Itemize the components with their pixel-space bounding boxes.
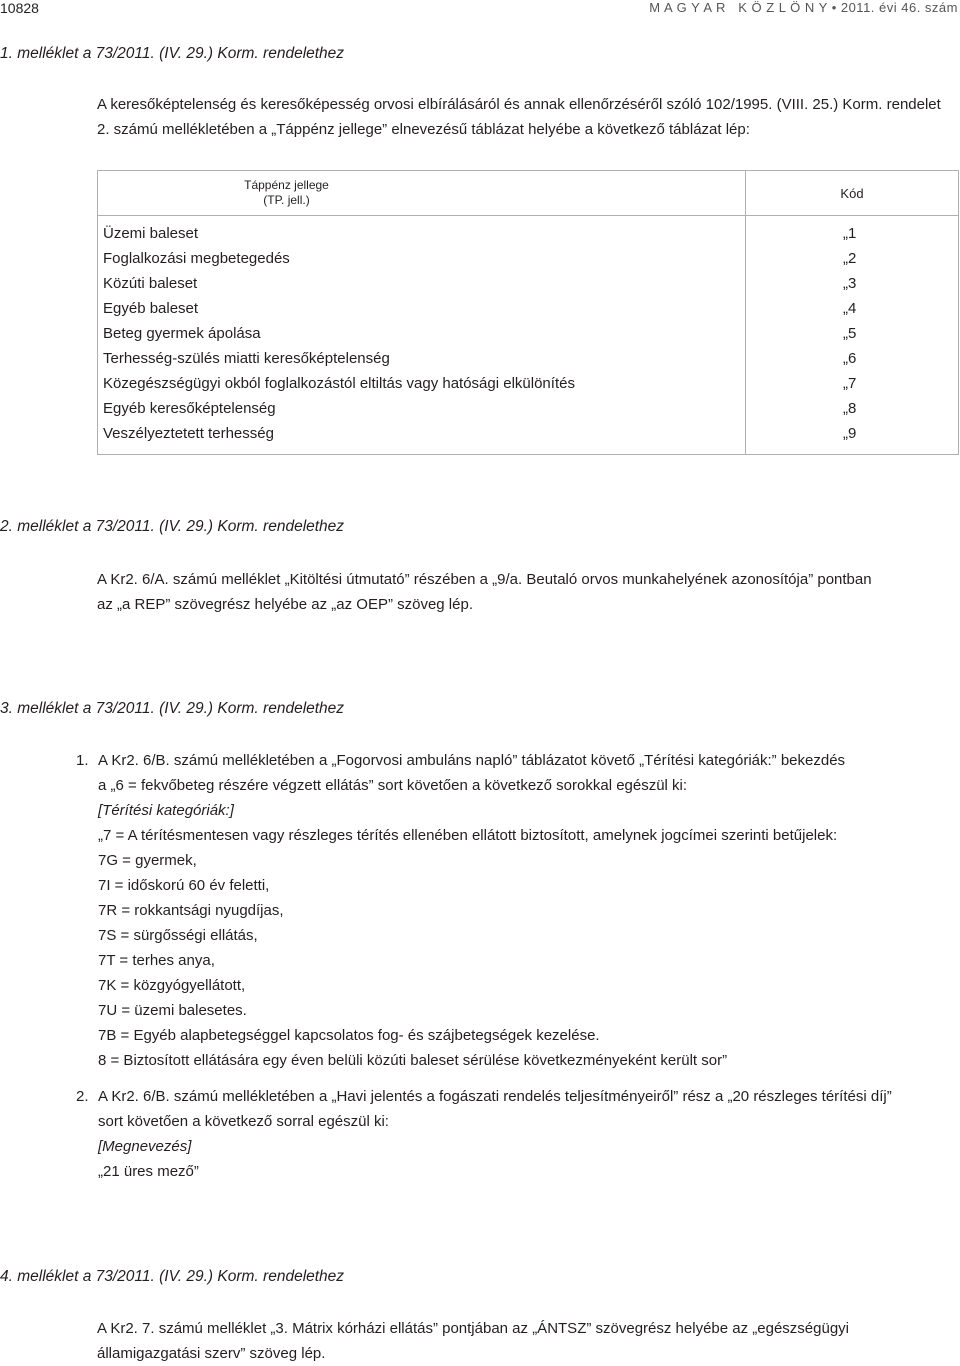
table-row-label: Terhesség-szülés miatti keresőképtelenség — [103, 350, 390, 367]
table-row-code: „1 — [843, 225, 857, 242]
item1-body — [98, 748, 960, 1073]
tappenz-table — [97, 170, 959, 455]
table-row-code: „3 — [843, 275, 857, 292]
table-row-code: „6 — [843, 350, 857, 367]
bullet: • — [831, 0, 837, 15]
journal-header — [649, 0, 958, 15]
item2-line: „21 üres mező” — [98, 1163, 199, 1180]
annex1-paragraph: A keresőképtelenség és keresőképesség orvosi elbírálásáról és annak ellenőrzéséről szóló 102/1995. (VIII. 25.) Korm. rendelet 2. számú mellékletében a „Táppénz jellege” elnevezésű táblázat helyébe a következő táblázat lép: — [97, 96, 941, 138]
table-header-row — [98, 171, 959, 216]
codes-cell — [746, 216, 959, 455]
annex2-line: az „a REP” szövegrész helyébe az „az OEP” szöveg lép. — [97, 596, 473, 613]
item2-bracket-label: [Megnevezés] — [98, 1138, 192, 1155]
col-header-tappenz: Táppénz jellege (TP. jell.) — [98, 171, 746, 216]
code-line: 7B = Egyéb alapbetegséggel kapcsolatos fog- és szájbetegségek kezelése. — [98, 1027, 600, 1044]
table-row-label: Veszélyeztetett terhesség — [103, 425, 274, 442]
annex3-heading: 3. melléklet a 73/2011. (IV. 29.) Korm. rendelethez — [0, 700, 345, 717]
journal-name: M A G Y A R K Ö Z L Ö N Y — [649, 0, 828, 15]
item2-line: A Kr2. 6/B. számú mellékletében a „Havi jelentés a fogászati rendelés teljesítményeiről” rész a „20 részleges térítési díj” — [98, 1088, 892, 1105]
item-number: 1. — [76, 752, 89, 769]
annex3-item2 — [76, 1084, 960, 1184]
code-line: 7U = üzemi balesetes. — [98, 1002, 247, 1019]
item1-line: A Kr2. 6/B. számú mellékletében a „Fogorvosi ambuláns napló” táblázatot követő „Térítési kategóriák:” bekezdés — [98, 752, 846, 769]
annex4-heading: 4. melléklet a 73/2011. (IV. 29.) Korm. rendelethez — [0, 1268, 345, 1285]
item2-line: sort követően a következő sorral egészül ki: — [98, 1113, 389, 1130]
code-line: 7T = terhes anya, — [98, 952, 215, 969]
code-line: 7R = rokkantsági nyugdíjas, — [98, 902, 284, 919]
table-row-label: Üzemi baleset — [103, 225, 199, 242]
page-number: 10828 — [0, 0, 39, 16]
code-line: 7G = gyermek, — [98, 852, 197, 869]
code-line: 7I = időskorú 60 év feletti, — [98, 877, 270, 894]
table-row-code: „9 — [843, 425, 857, 442]
annex4-line: A Kr2. 7. számú melléklet „3. Mátrix kórházi ellátás” pontjában az „ÁNTSZ” szövegrész helyébe az „egészségügyi — [97, 1320, 849, 1337]
issue-number: 2011. évi 46. szám — [840, 0, 958, 15]
table-row-label: Közúti baleset — [103, 275, 198, 292]
table-row-code: „5 — [843, 325, 857, 342]
item1-line: „7 = A térítésmentesen vagy részleges térítés ellenében ellátott biztosított, amelynek jogcímei szerinti betűjelek: — [98, 827, 838, 844]
annex3-item1 — [76, 748, 960, 1073]
annex2-paragraph — [97, 567, 959, 617]
table-row-code: „2 — [843, 250, 857, 267]
code-line: 7K = közgyógyellátott, — [98, 977, 246, 994]
table-row-label: Egyéb keresőképtelenség — [103, 400, 276, 417]
item-number: 2. — [76, 1088, 89, 1105]
code-line: 8 = Biztosított ellátására egy éven belüli közúti baleset sérülése következményeként került sor” — [98, 1052, 728, 1069]
annex2-line: A Kr2. 6/A. számú melléklet „Kitöltési útmutató” részében a „9/a. Beutaló orvos munkahelyének azonosítója” pontban — [97, 571, 872, 588]
table-row-label: Beteg gyermek ápolása — [103, 325, 261, 342]
item1-line: a „6 = fekvőbeteg részére végzett ellátás” sort követően a következő sorokkal egészül ki: — [98, 777, 688, 794]
item2-body — [98, 1084, 960, 1184]
col-header-kod: Kód — [746, 171, 959, 216]
table-body-row — [98, 216, 959, 455]
table-row-label: Foglalkozási megbetegedés — [103, 250, 290, 267]
code-line: 7S = sürgősségi ellátás, — [98, 927, 258, 944]
table-row-code: „4 — [843, 300, 857, 317]
annex4-line: államigazgatási szerv” szöveg lép. — [97, 1345, 326, 1362]
annex2-heading: 2. melléklet a 73/2011. (IV. 29.) Korm. rendelethez — [0, 518, 345, 535]
annex1-heading: 1. melléklet a 73/2011. (IV. 29.) Korm. rendelethez — [0, 45, 345, 62]
table-row-code: „7 — [843, 375, 857, 392]
table-row-label: Közegészségügyi okból foglalkozástól eltiltás vagy hatósági elkülönítés — [103, 375, 575, 392]
table-row-code: „8 — [843, 400, 857, 417]
item1-bracket-label: [Térítési kategóriák:] — [98, 802, 234, 819]
labels-cell — [98, 216, 746, 455]
annex4-paragraph — [97, 1316, 959, 1366]
table-row-label: Egyéb baleset — [103, 300, 199, 317]
